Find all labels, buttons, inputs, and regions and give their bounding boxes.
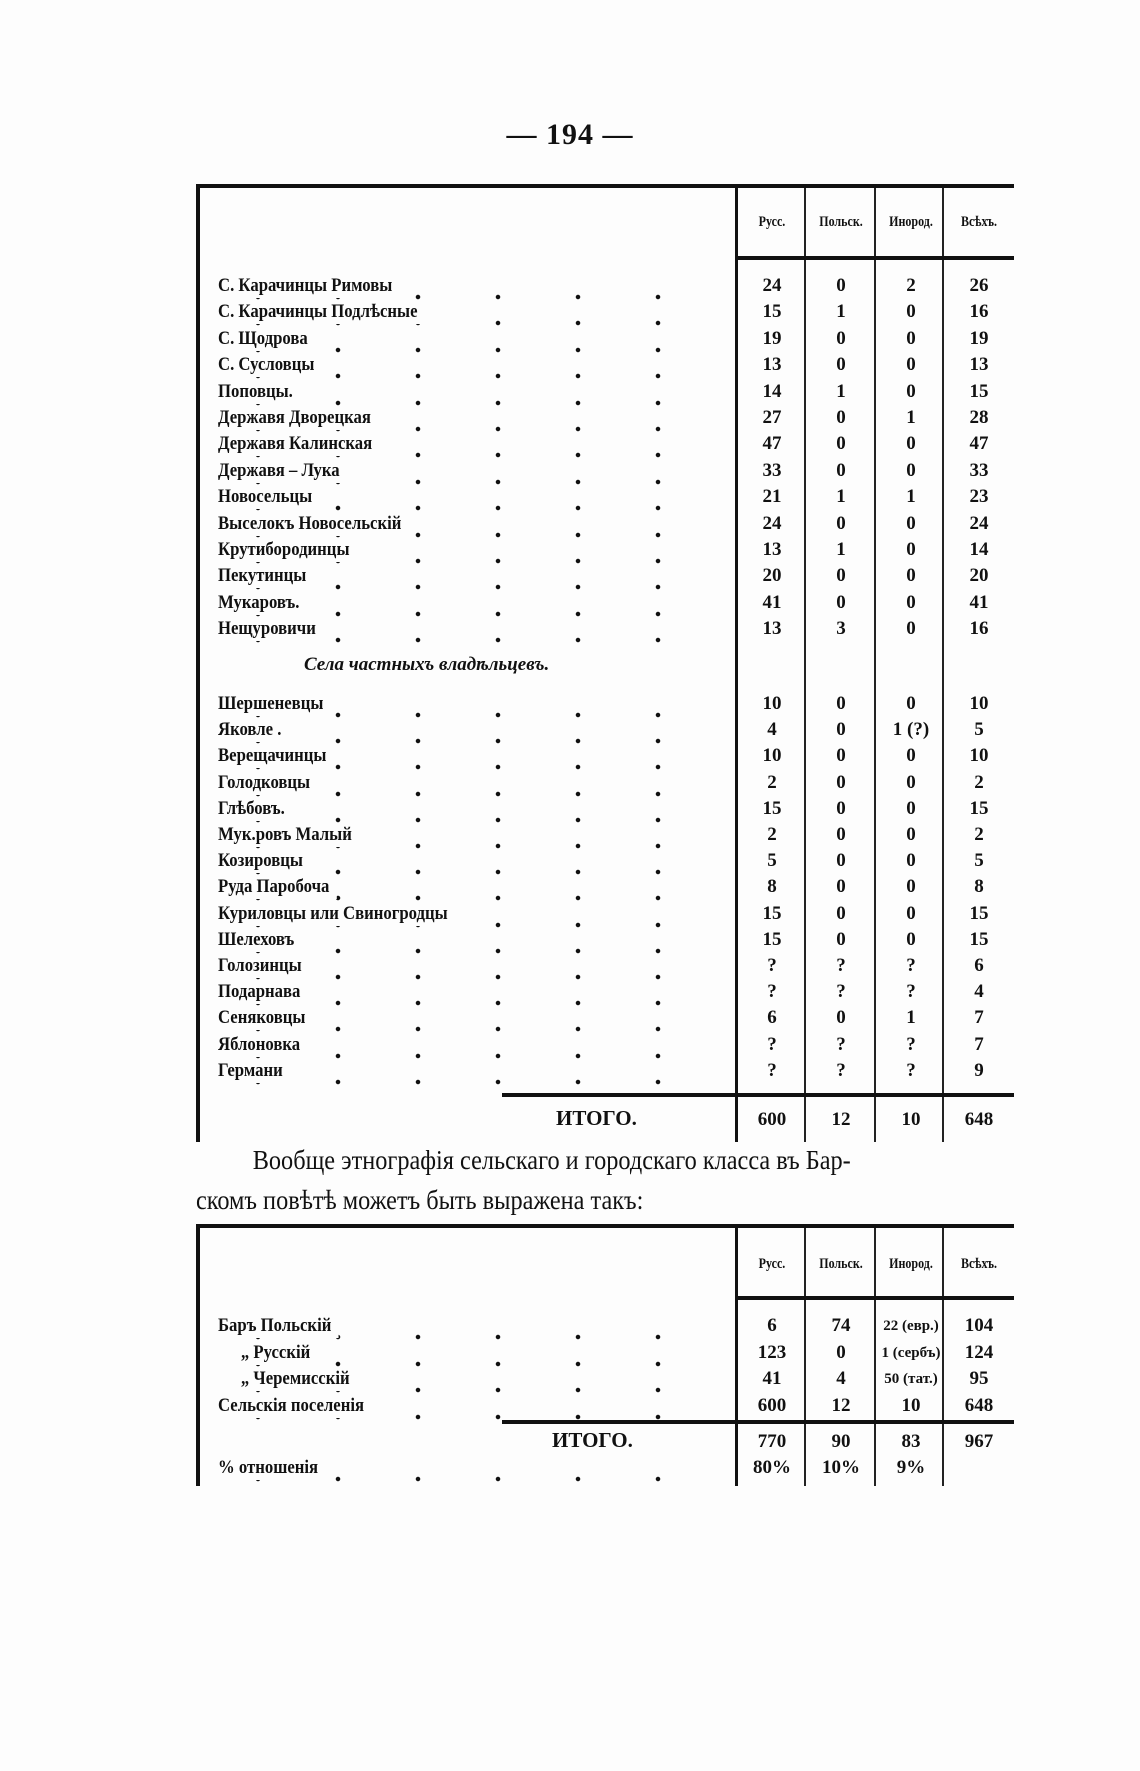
row-value: ? <box>767 1059 777 1081</box>
row-value: 2 <box>974 824 984 845</box>
row-label <box>200 1059 735 1085</box>
row-value: 47 <box>969 433 989 455</box>
row-label <box>200 1314 735 1340</box>
row-name: Германи <box>218 1059 290 1083</box>
table-row <box>200 1367 1014 1393</box>
row-value: 10% <box>822 1457 860 1478</box>
table-row <box>200 274 1014 300</box>
row-value: 3 <box>836 618 846 640</box>
row-value: 0 <box>836 719 846 741</box>
row-name: Поповцы. <box>218 380 300 404</box>
row-value: 15 <box>969 797 989 819</box>
row-value: 21 <box>762 486 782 508</box>
row-value: ? <box>767 1033 777 1055</box>
row-label <box>200 823 735 849</box>
row-value: 15 <box>969 380 989 402</box>
column-header: Инород. <box>889 214 933 230</box>
row-value: 123 <box>757 1341 787 1363</box>
row-value: 0 <box>836 433 846 455</box>
table-row <box>200 875 1014 901</box>
row-value: 22 (евр.) <box>883 1318 939 1334</box>
row-value: 13 <box>969 354 989 376</box>
row-value: 41 <box>969 591 989 613</box>
row-name: Яковле . <box>218 718 288 742</box>
row-value: 10 <box>762 745 782 767</box>
row-value: 0 <box>906 512 916 534</box>
row-label <box>200 538 735 564</box>
row-value: 12 <box>831 1394 851 1416</box>
row-value: 0 <box>836 459 846 481</box>
row-value: 24 <box>762 275 782 296</box>
row-value: 9 <box>974 1059 984 1081</box>
row-value: 4 <box>767 719 777 741</box>
table-row <box>200 692 1014 718</box>
row-name: С. Сусловцы <box>218 353 321 377</box>
row-name: Голозинцы <box>218 954 309 978</box>
row-value: 0 <box>836 693 846 714</box>
row-value: 16 <box>969 618 989 640</box>
row-value: 19 <box>969 327 989 349</box>
row-value: 15 <box>969 928 989 950</box>
row-value: ? <box>906 1033 916 1055</box>
table-row <box>200 485 1014 511</box>
row-value: 1 <box>906 1007 916 1029</box>
row-value: 0 <box>906 327 916 349</box>
row-value: ? <box>836 981 846 1003</box>
row-value: 0 <box>836 512 846 534</box>
row-value: 0 <box>836 591 846 613</box>
row-value: 4 <box>836 1368 846 1389</box>
row-value: 0 <box>836 327 846 349</box>
row-label <box>200 274 735 300</box>
table-row <box>200 902 1014 928</box>
row-value: 1 <box>836 486 846 508</box>
row-name: % отношенія <box>218 1456 325 1480</box>
table-row <box>200 1314 1014 1340</box>
row-label <box>200 744 735 770</box>
row-label <box>200 485 735 511</box>
row-value: ? <box>906 1059 916 1081</box>
row-value: 28 <box>969 407 989 428</box>
table-row <box>200 1394 1014 1420</box>
row-name: Пекутинцы <box>218 564 313 588</box>
row-value: ? <box>906 981 916 1003</box>
table-row <box>200 849 1014 875</box>
table-row <box>200 980 1014 1006</box>
row-name: Подарнава <box>218 980 307 1004</box>
row-value: 2 <box>767 771 777 793</box>
row-value: 0 <box>906 539 916 560</box>
row-value: 600 <box>757 1109 787 1130</box>
total-row <box>200 1430 1014 1456</box>
section-title: Села частныхъ владѣльцевъ. <box>304 654 550 675</box>
row-value: 0 <box>836 876 846 898</box>
row-value: 1 (?) <box>892 719 930 741</box>
row-value: 0 <box>906 380 916 402</box>
row-label <box>200 512 735 538</box>
row-value: 0 <box>906 745 916 767</box>
paragraph-line-2: скомъ повѣтѣ можетъ быть выражена такъ: <box>196 1185 644 1215</box>
row-value: 104 <box>964 1315 994 1336</box>
row-value: 0 <box>906 433 916 455</box>
column-header: Русс. <box>758 1256 786 1272</box>
row-value: 0 <box>906 824 916 845</box>
column-header: Польск. <box>819 1256 863 1272</box>
row-value: 26 <box>969 275 989 296</box>
row-value: 0 <box>836 824 846 845</box>
row-value: 7 <box>974 1007 984 1029</box>
total-rule <box>502 1420 1014 1424</box>
row-name: Мукаровъ. <box>218 591 306 615</box>
row-value: 5 <box>974 719 984 741</box>
table-row <box>200 432 1014 458</box>
column-header: Инород. <box>889 1256 933 1272</box>
table-row <box>200 1033 1014 1059</box>
table-row <box>200 406 1014 432</box>
table-row <box>200 512 1014 538</box>
row-label <box>200 980 735 1006</box>
row-name: Баръ Польскій <box>218 1314 338 1338</box>
row-value: 0 <box>836 850 846 872</box>
row-label <box>200 849 735 875</box>
row-label <box>200 1006 735 1032</box>
row-value: 14 <box>762 380 782 402</box>
row-value: 2 <box>906 275 916 296</box>
row-value: 13 <box>762 618 782 640</box>
row-label <box>200 591 735 617</box>
table-row <box>200 797 1014 823</box>
row-value: 0 <box>906 693 916 714</box>
row-value: 24 <box>969 512 989 534</box>
row-value: 83 <box>901 1431 921 1452</box>
row-value: 0 <box>836 565 846 587</box>
row-value: 1 (сербъ) <box>881 1344 941 1361</box>
row-value: 0 <box>906 797 916 819</box>
row-value: 648 <box>964 1109 994 1130</box>
row-value: 15 <box>969 902 989 924</box>
table-row <box>200 591 1014 617</box>
header-rule <box>737 256 1014 260</box>
row-value: 648 <box>964 1394 994 1416</box>
row-value: 0 <box>906 591 916 613</box>
row-value: 0 <box>836 902 846 924</box>
row-value: 10 <box>969 693 989 714</box>
row-name: Крутибородинцы <box>218 538 357 562</box>
row-value: 15 <box>762 928 782 950</box>
total-rule <box>502 1093 1014 1097</box>
row-name: Куриловцы или Свиногродцы <box>218 902 455 926</box>
row-name: Новосельцы <box>218 485 319 509</box>
row-label <box>200 564 735 590</box>
paragraph-line-1: Вообще этнографія сельскаго и городскаго класса въ Бар- <box>252 1145 851 1175</box>
row-value: 33 <box>762 459 782 481</box>
table-row <box>200 954 1014 980</box>
row-value: 6 <box>767 1007 777 1029</box>
row-label <box>200 617 735 643</box>
table-row <box>200 300 1014 326</box>
table-row <box>200 928 1014 954</box>
row-value: 24 <box>762 512 782 534</box>
table-row <box>200 617 1014 643</box>
row-label <box>200 797 735 823</box>
total-label: ИТОГО. <box>552 1428 633 1452</box>
column-header: Русс. <box>758 214 786 230</box>
row-name: С. Карачинцы Римовы <box>218 274 399 298</box>
table-row <box>200 564 1014 590</box>
table-summary <box>196 1224 1014 1486</box>
row-value: 4 <box>974 981 984 1003</box>
row-label <box>200 1341 735 1367</box>
row-name: Мук.ровъ Малый <box>218 823 359 847</box>
row-value: ? <box>767 955 777 976</box>
row-label <box>200 459 735 485</box>
table-row <box>200 718 1014 744</box>
row-value: 15 <box>762 797 782 819</box>
row-value: 2 <box>974 771 984 793</box>
table-row <box>200 1006 1014 1032</box>
column-header: Всѣхъ. <box>960 1256 998 1272</box>
row-value: 0 <box>836 1341 846 1363</box>
row-value: ? <box>836 1033 846 1055</box>
row-value: 967 <box>964 1431 994 1452</box>
row-value: 33 <box>969 459 989 481</box>
row-label <box>200 380 735 406</box>
row-label <box>200 1367 735 1393</box>
column-header: Всѣхъ. <box>960 214 998 230</box>
row-name: Нещуровичи <box>218 617 323 641</box>
row-value: 1 <box>836 380 846 402</box>
row-name: Выселокъ Новосельскій <box>218 512 408 536</box>
row-value: 41 <box>762 591 782 613</box>
row-label <box>200 902 735 928</box>
row-value: 0 <box>836 928 846 950</box>
row-value: 0 <box>906 565 916 587</box>
row-value: 10 <box>969 745 989 767</box>
row-value: 41 <box>762 1368 782 1389</box>
row-value: 10 <box>762 693 782 714</box>
row-name: Державя – Лука <box>218 459 347 483</box>
row-label <box>200 1033 735 1059</box>
table-row <box>200 380 1014 406</box>
table-row <box>200 1341 1014 1367</box>
row-value: 13 <box>762 539 782 560</box>
row-value: 0 <box>906 771 916 793</box>
row-value: 0 <box>836 797 846 819</box>
row-value: 0 <box>836 275 846 296</box>
row-value: 2 <box>767 824 777 845</box>
table-row <box>200 327 1014 353</box>
row-name: Державя Дворецкая <box>218 406 378 430</box>
row-name: С. Карачинцы Подлѣсные <box>218 300 425 324</box>
row-value: 7 <box>974 1033 984 1055</box>
row-label <box>200 432 735 458</box>
table-row <box>200 353 1014 379</box>
row-value: 0 <box>836 354 846 376</box>
row-value: 13 <box>762 354 782 376</box>
row-label <box>200 692 735 718</box>
row-value: 0 <box>836 745 846 767</box>
row-value: 95 <box>969 1368 989 1389</box>
row-value: 12 <box>831 1109 851 1130</box>
row-value: 0 <box>906 459 916 481</box>
row-label <box>200 300 735 326</box>
row-value: 1 <box>906 486 916 508</box>
row-value: ? <box>906 955 916 976</box>
table-row <box>200 459 1014 485</box>
row-label <box>200 771 735 797</box>
row-value: 0 <box>906 618 916 640</box>
row-value: 20 <box>969 565 989 587</box>
row-name: Глѣбовъ. <box>218 797 292 821</box>
row-value: 770 <box>757 1431 787 1452</box>
table-row <box>200 771 1014 797</box>
table-villages <box>196 184 1014 1142</box>
row-value: 0 <box>836 407 846 428</box>
row-value: 5 <box>767 850 777 872</box>
row-value: 19 <box>762 327 782 349</box>
table-row <box>200 1059 1014 1085</box>
row-name: Яблоновка <box>218 1033 307 1057</box>
row-label <box>200 1456 735 1482</box>
table-row <box>200 538 1014 564</box>
row-value: ? <box>836 955 846 976</box>
row-value: 50 (тат.) <box>884 1371 938 1387</box>
header-rule <box>737 1296 1014 1300</box>
row-name: Шелеховъ <box>218 928 301 952</box>
row-value: 1 <box>836 539 846 560</box>
row-value: 8 <box>974 876 984 898</box>
row-value: 16 <box>969 301 989 323</box>
row-value: 0 <box>906 354 916 376</box>
row-value: 23 <box>969 486 989 508</box>
row-name: Руда Паробоча <box>218 875 336 899</box>
row-value: 0 <box>906 902 916 924</box>
row-value: 15 <box>762 902 782 924</box>
row-value: 27 <box>762 407 782 428</box>
column-header: Польск. <box>819 214 863 230</box>
row-value: 14 <box>969 539 989 560</box>
row-value: 0 <box>836 1007 846 1029</box>
row-value: ? <box>836 1059 846 1081</box>
row-label <box>200 875 735 901</box>
row-value: ? <box>767 981 777 1003</box>
row-name: Голодковцы <box>218 771 317 795</box>
row-label <box>200 353 735 379</box>
row-name: Державя Калинская <box>218 432 379 456</box>
row-value: 1 <box>836 301 846 323</box>
row-value: 10 <box>901 1109 921 1130</box>
row-value: 0 <box>836 771 846 793</box>
row-value: 9% <box>896 1457 926 1478</box>
row-label <box>200 406 735 432</box>
row-value: 6 <box>974 955 984 976</box>
total-row <box>200 1108 1014 1134</box>
row-name: Козировцы <box>218 849 310 873</box>
row-value: 74 <box>831 1315 851 1336</box>
row-value: 0 <box>906 876 916 898</box>
table-row <box>200 744 1014 770</box>
row-value: 0 <box>906 301 916 323</box>
percent-row <box>200 1456 1014 1482</box>
row-value: 90 <box>831 1431 851 1452</box>
row-value: 124 <box>964 1341 994 1363</box>
row-value: 20 <box>762 565 782 587</box>
row-value: 80% <box>753 1457 791 1478</box>
row-value: 47 <box>762 433 782 455</box>
page-number: — 194 — <box>506 118 634 151</box>
row-value: 600 <box>757 1394 787 1416</box>
row-name: Сеняковцы <box>218 1006 313 1030</box>
row-name: Шершеневцы <box>218 692 330 716</box>
row-name: С. Щодрова <box>218 327 315 351</box>
row-value: 15 <box>762 301 782 323</box>
row-name: Верещачинцы <box>218 744 334 768</box>
total-label: ИТОГО. <box>556 1106 637 1130</box>
row-value: 0 <box>906 850 916 872</box>
row-value: 0 <box>906 928 916 950</box>
row-label <box>200 718 735 744</box>
paragraph <box>196 1140 1014 1220</box>
table-row <box>200 823 1014 849</box>
row-name: „ Черемисскій <box>218 1367 357 1391</box>
row-value: 6 <box>767 1315 777 1336</box>
row-name: Сельскія поселенія <box>218 1394 371 1418</box>
row-value: 8 <box>767 876 777 898</box>
row-label <box>200 954 735 980</box>
row-label <box>200 928 735 954</box>
row-value: 1 <box>906 407 916 428</box>
row-name: „ Русскій <box>218 1341 317 1365</box>
row-label <box>200 1394 735 1420</box>
row-value: 10 <box>901 1394 921 1416</box>
row-label <box>200 327 735 353</box>
row-value: 5 <box>974 850 984 872</box>
